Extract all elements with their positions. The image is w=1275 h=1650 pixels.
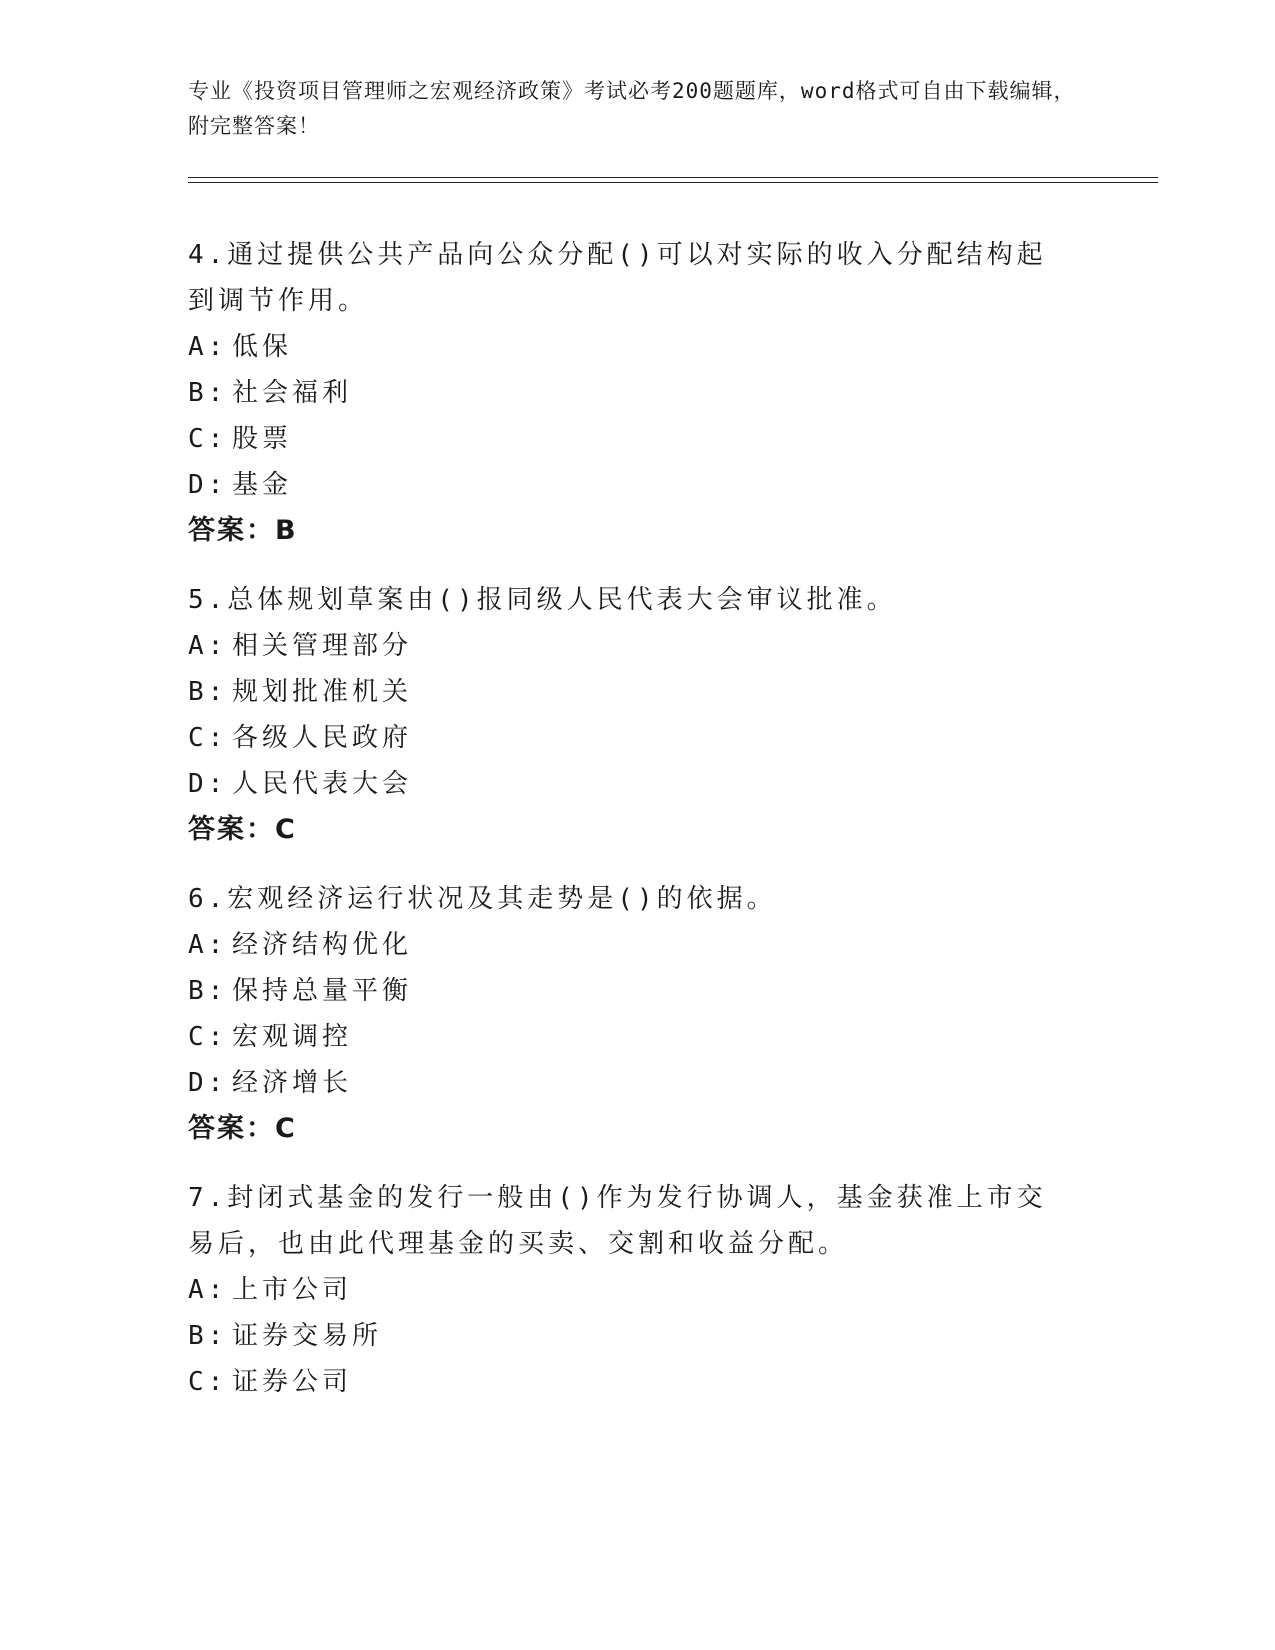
option-key: D: bbox=[188, 769, 228, 799]
option-d bbox=[188, 1060, 1068, 1106]
question-list bbox=[188, 232, 1068, 1428]
option-c bbox=[188, 715, 1068, 761]
question-item bbox=[188, 876, 1068, 1152]
option-key: B: bbox=[188, 378, 228, 408]
answer-label: 答案：B bbox=[188, 515, 298, 546]
option-key: B: bbox=[188, 677, 228, 707]
option-text: 基金 bbox=[232, 470, 293, 500]
option-c bbox=[188, 416, 1068, 462]
option-text: 经济增长 bbox=[232, 1068, 353, 1098]
document-header: 专业《投资项目管理师之宏观经济政策》考试必考200题题库，word格式可自由下载编辑，附完整答案！ bbox=[188, 79, 1076, 138]
option-text: 股票 bbox=[232, 424, 293, 454]
answer-label: 答案：C bbox=[188, 814, 297, 845]
option-text: 低保 bbox=[232, 332, 293, 362]
option-key: C: bbox=[188, 723, 228, 753]
option-key: A: bbox=[188, 1275, 228, 1305]
option-text: 证券公司 bbox=[232, 1367, 353, 1397]
option-d bbox=[188, 462, 1068, 508]
option-b bbox=[188, 1313, 1068, 1359]
option-key: A: bbox=[188, 332, 228, 362]
option-key: C: bbox=[188, 424, 228, 454]
option-key: B: bbox=[188, 976, 228, 1006]
header-divider-top bbox=[188, 177, 1158, 178]
option-a bbox=[188, 1267, 1068, 1313]
option-text: 人民代表大会 bbox=[232, 769, 413, 799]
option-text: 社会福利 bbox=[232, 378, 353, 408]
option-key: D: bbox=[188, 470, 228, 500]
question-text: 5.总体规划草案由()报同级人民代表大会审议批准。 bbox=[188, 585, 897, 615]
option-text: 相关管理部分 bbox=[232, 631, 413, 661]
question-item bbox=[188, 577, 1068, 853]
option-text: 经济结构优化 bbox=[232, 930, 413, 960]
question-item bbox=[188, 232, 1068, 554]
option-key: C: bbox=[188, 1022, 228, 1052]
option-text: 上市公司 bbox=[232, 1275, 353, 1305]
option-c bbox=[188, 1014, 1068, 1060]
option-b bbox=[188, 669, 1068, 715]
option-text: 保持总量平衡 bbox=[232, 976, 413, 1006]
answer-label: 答案：C bbox=[188, 1113, 297, 1144]
option-a bbox=[188, 623, 1068, 669]
option-a bbox=[188, 922, 1068, 968]
option-text: 各级人民政府 bbox=[232, 723, 413, 753]
option-key: A: bbox=[188, 631, 228, 661]
option-d bbox=[188, 761, 1068, 807]
option-a bbox=[188, 324, 1068, 370]
question-text: 6.宏观经济运行状况及其走势是()的依据。 bbox=[188, 884, 777, 914]
question-text: 4.通过提供公共产品向公众分配()可以对实际的收入分配结构起到调节作用。 bbox=[188, 240, 1047, 316]
option-b bbox=[188, 968, 1068, 1014]
option-text: 证券交易所 bbox=[232, 1321, 383, 1351]
header-divider-bottom bbox=[188, 182, 1158, 183]
option-b bbox=[188, 370, 1068, 416]
question-text: 7.封闭式基金的发行一般由()作为发行协调人，基金获准上市交易后，也由此代理基金的买卖、交割和收益分配。 bbox=[188, 1183, 1047, 1259]
option-key: B: bbox=[188, 1321, 228, 1351]
option-text: 规划批准机关 bbox=[232, 677, 413, 707]
option-key: C: bbox=[188, 1367, 228, 1397]
option-c bbox=[188, 1359, 1068, 1405]
question-item bbox=[188, 1175, 1068, 1405]
option-key: A: bbox=[188, 930, 228, 960]
option-text: 宏观调控 bbox=[232, 1022, 353, 1052]
option-key: D: bbox=[188, 1068, 228, 1098]
